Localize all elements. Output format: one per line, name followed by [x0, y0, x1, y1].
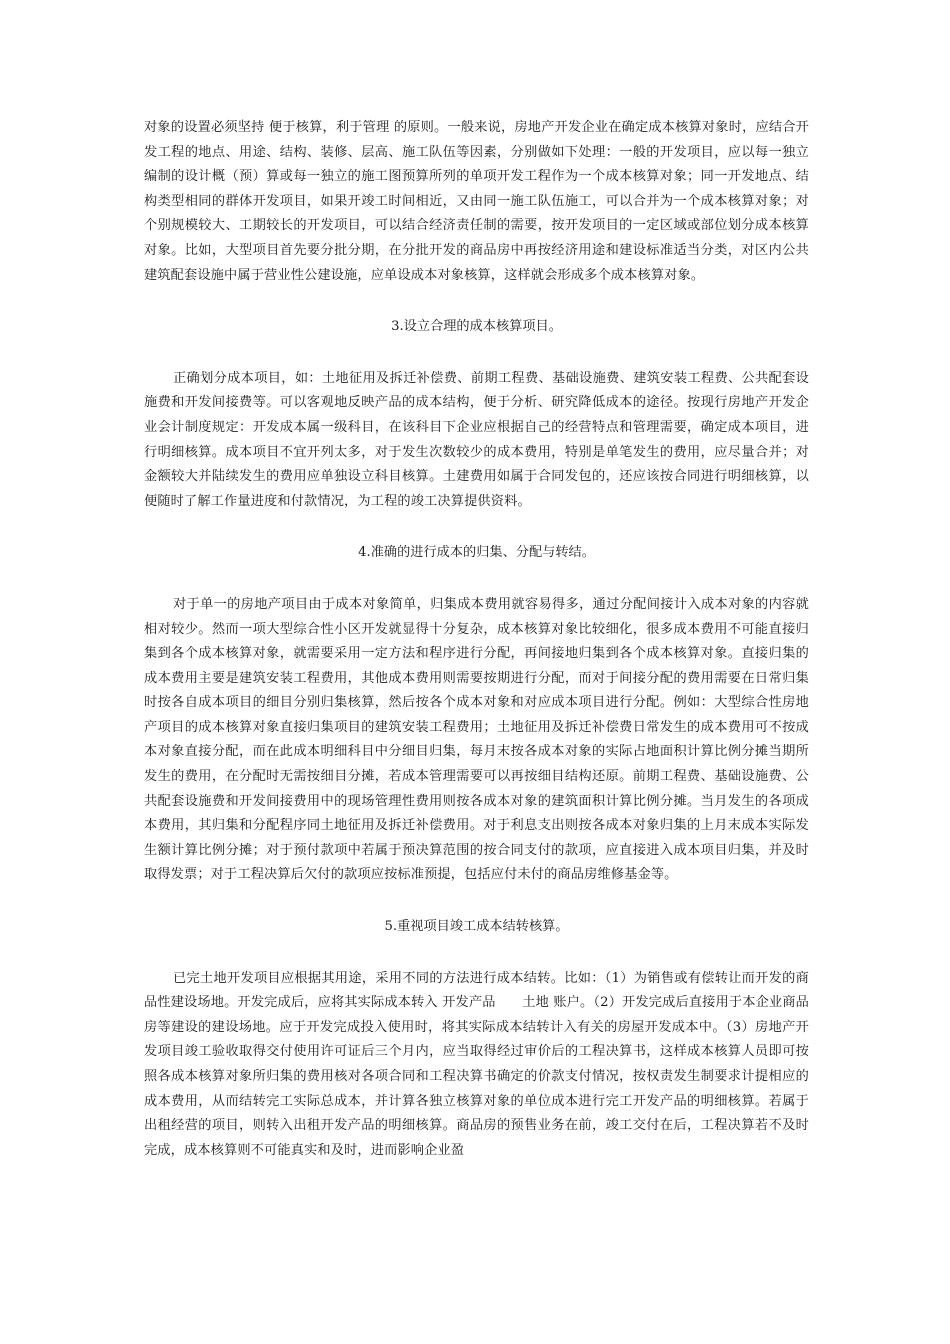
- section-heading-3: 3.设立合理的成本核算项目。: [391, 319, 562, 335]
- paragraph-cost-items: 正确划分成本项目，如：土地征用及拆迁补偿费、前期工程费、基础设施费、建筑安装工程费、公共配套设施费和开发间接费等。可以客观地反映产品的成本结构，便于分析、研究降低成本的途径。按现行房地产开发企业会计制度规定：开发成本属一级科目，在该科目下企业应根据自己的经营特点和管理需要，确定成本项目，进行明细核算。成本项目不宜开列太多，对于发生次数较少的成本费用，特别是单笔发生的费用，应尽量合并；对金额较大并陆续发生的费用应单独设立科目核算。土建费用如属于合同发包的，还应该按合同进行明细核算，以便随时了解工作量进度和付款情况，为工程的竣工决算提供资料。: [144, 370, 809, 509]
- section-heading-4: 4.准确的进行成本的归集、分配与转结。: [358, 545, 595, 561]
- section-heading-5: 5.重视项目竣工成本结转核算。: [384, 919, 569, 935]
- document-page: [144, 116, 809, 1163]
- paragraph-completion-transfer: 已完土地开发项目应根据其用途，采用不同的方法进行成本结转。比如：（1）为销售或有偿转让而开发的商品性建设场地。开发完成后，应将其实际成本转入 开发产品 土地 账户。（2）开发完成后直接用于本企业商品房等建设的建设场地。应于开发完成投入使用时，将其实际成本结转计入有关的房屋开发成本中。（3）房地产开发项目竣工验收取得交付使用许可证后三个月内，应当取得经过审价后的工程决算书，这样成本核算人员即可按照各成本核算对象所归集的费用核对各项合同和工程决算书确定的价款支付情况，按权责发生制要求计提相应的成本费用，从而结转完工实际总成本，并计算各独立核算对象的单位成本进行完工开发产品的明细核算。若属于出租经营的项目，则转入出租开发产品的明细核算。商品房的预售业务在前，竣工交付在后，工程决算若不及时完成，成本核算则不可能真实和及时，进而影响企业盈: [144, 970, 809, 1158]
- paragraph-cost-object: 对象的设置必须坚持 便于核算，利于管理 的原则。一般来说，房地产开发企业在确定成本核算对象时，应结合开发工程的地点、用途、结构、装修、层高、施工队伍等因素，分别做如下处理：一般的开发项目，应以每一独立编制的设计概（预）算或每一独立的施工图预算所列的单项开发工程作为一个成本核算对象；同一开发地点、结构类型相同的群体开发项目，如果开竣工时间相近，又由同一施工队伍施工，可以合并为一个成本核算对象；对个别规模较大、工期较长的开发项目，可以结合经济责任制的需要，按开发项目的一定区域或部位划分成本核算对象。比如，大型项目首先要分批分期，在分批开发的商品房中再按经济用途和建设标准适当分类，对区内公共建筑配套设施中属于营业性公建设施，应单设成本对象核算，这样就会形成多个成本核算对象。: [144, 120, 809, 283]
- paragraph-cost-allocation: 对于单一的房地产项目由于成本对象简单，归集成本费用就容易得多，通过分配间接计入成本对象的内容就相对较少。然而一项大型综合性小区开发就显得十分复杂，成本核算对象比较细化，很多成本费用不可能直接归集到各个成本核算对象，就需要采用一定方法和程序进行分配，再间接地归集到各个成本核算对象。直接归集的成本费用主要是建筑安装工程费用，其他成本费用则需要按期进行分配，而对于间接分配的费用需要在日常归集时按各自成本项目的细目分别归集核算，然后按各个成本对象和对应成本项目进行分配。例如：大型综合性房地产项目的成本核算对象直接归集项目的建筑安装工程费用；土地征用及拆迁补偿费日常发生的成本费用可不按成本对象直接分配，而在此成本明细科目中分细目归集，每月末按各成本对象的实际占地面积计算比例分摊当期所发生的费用，在分配时无需按细目分摊，若成本管理需要可以再按细目结构还原。前期工程费、基础设施费、公共配套设施费和开发间接费用中的现场管理性费用则按各成本对象的建筑面积计算比例分摊。当月发生的各项成本费用，其归集和分配程序同土地征用及拆迁补偿费用。对于利息支出则按各成本对象归集的上月末成本实际发生额计算比例分摊；对于预付款项中若属于预决算范围的按合同支付的款项，应直接进入成本项目归集，并及时取得发票；对于工程决算后欠付的款项应按标准预提，包括应付未付的商品房维修基金等。: [144, 596, 809, 883]
